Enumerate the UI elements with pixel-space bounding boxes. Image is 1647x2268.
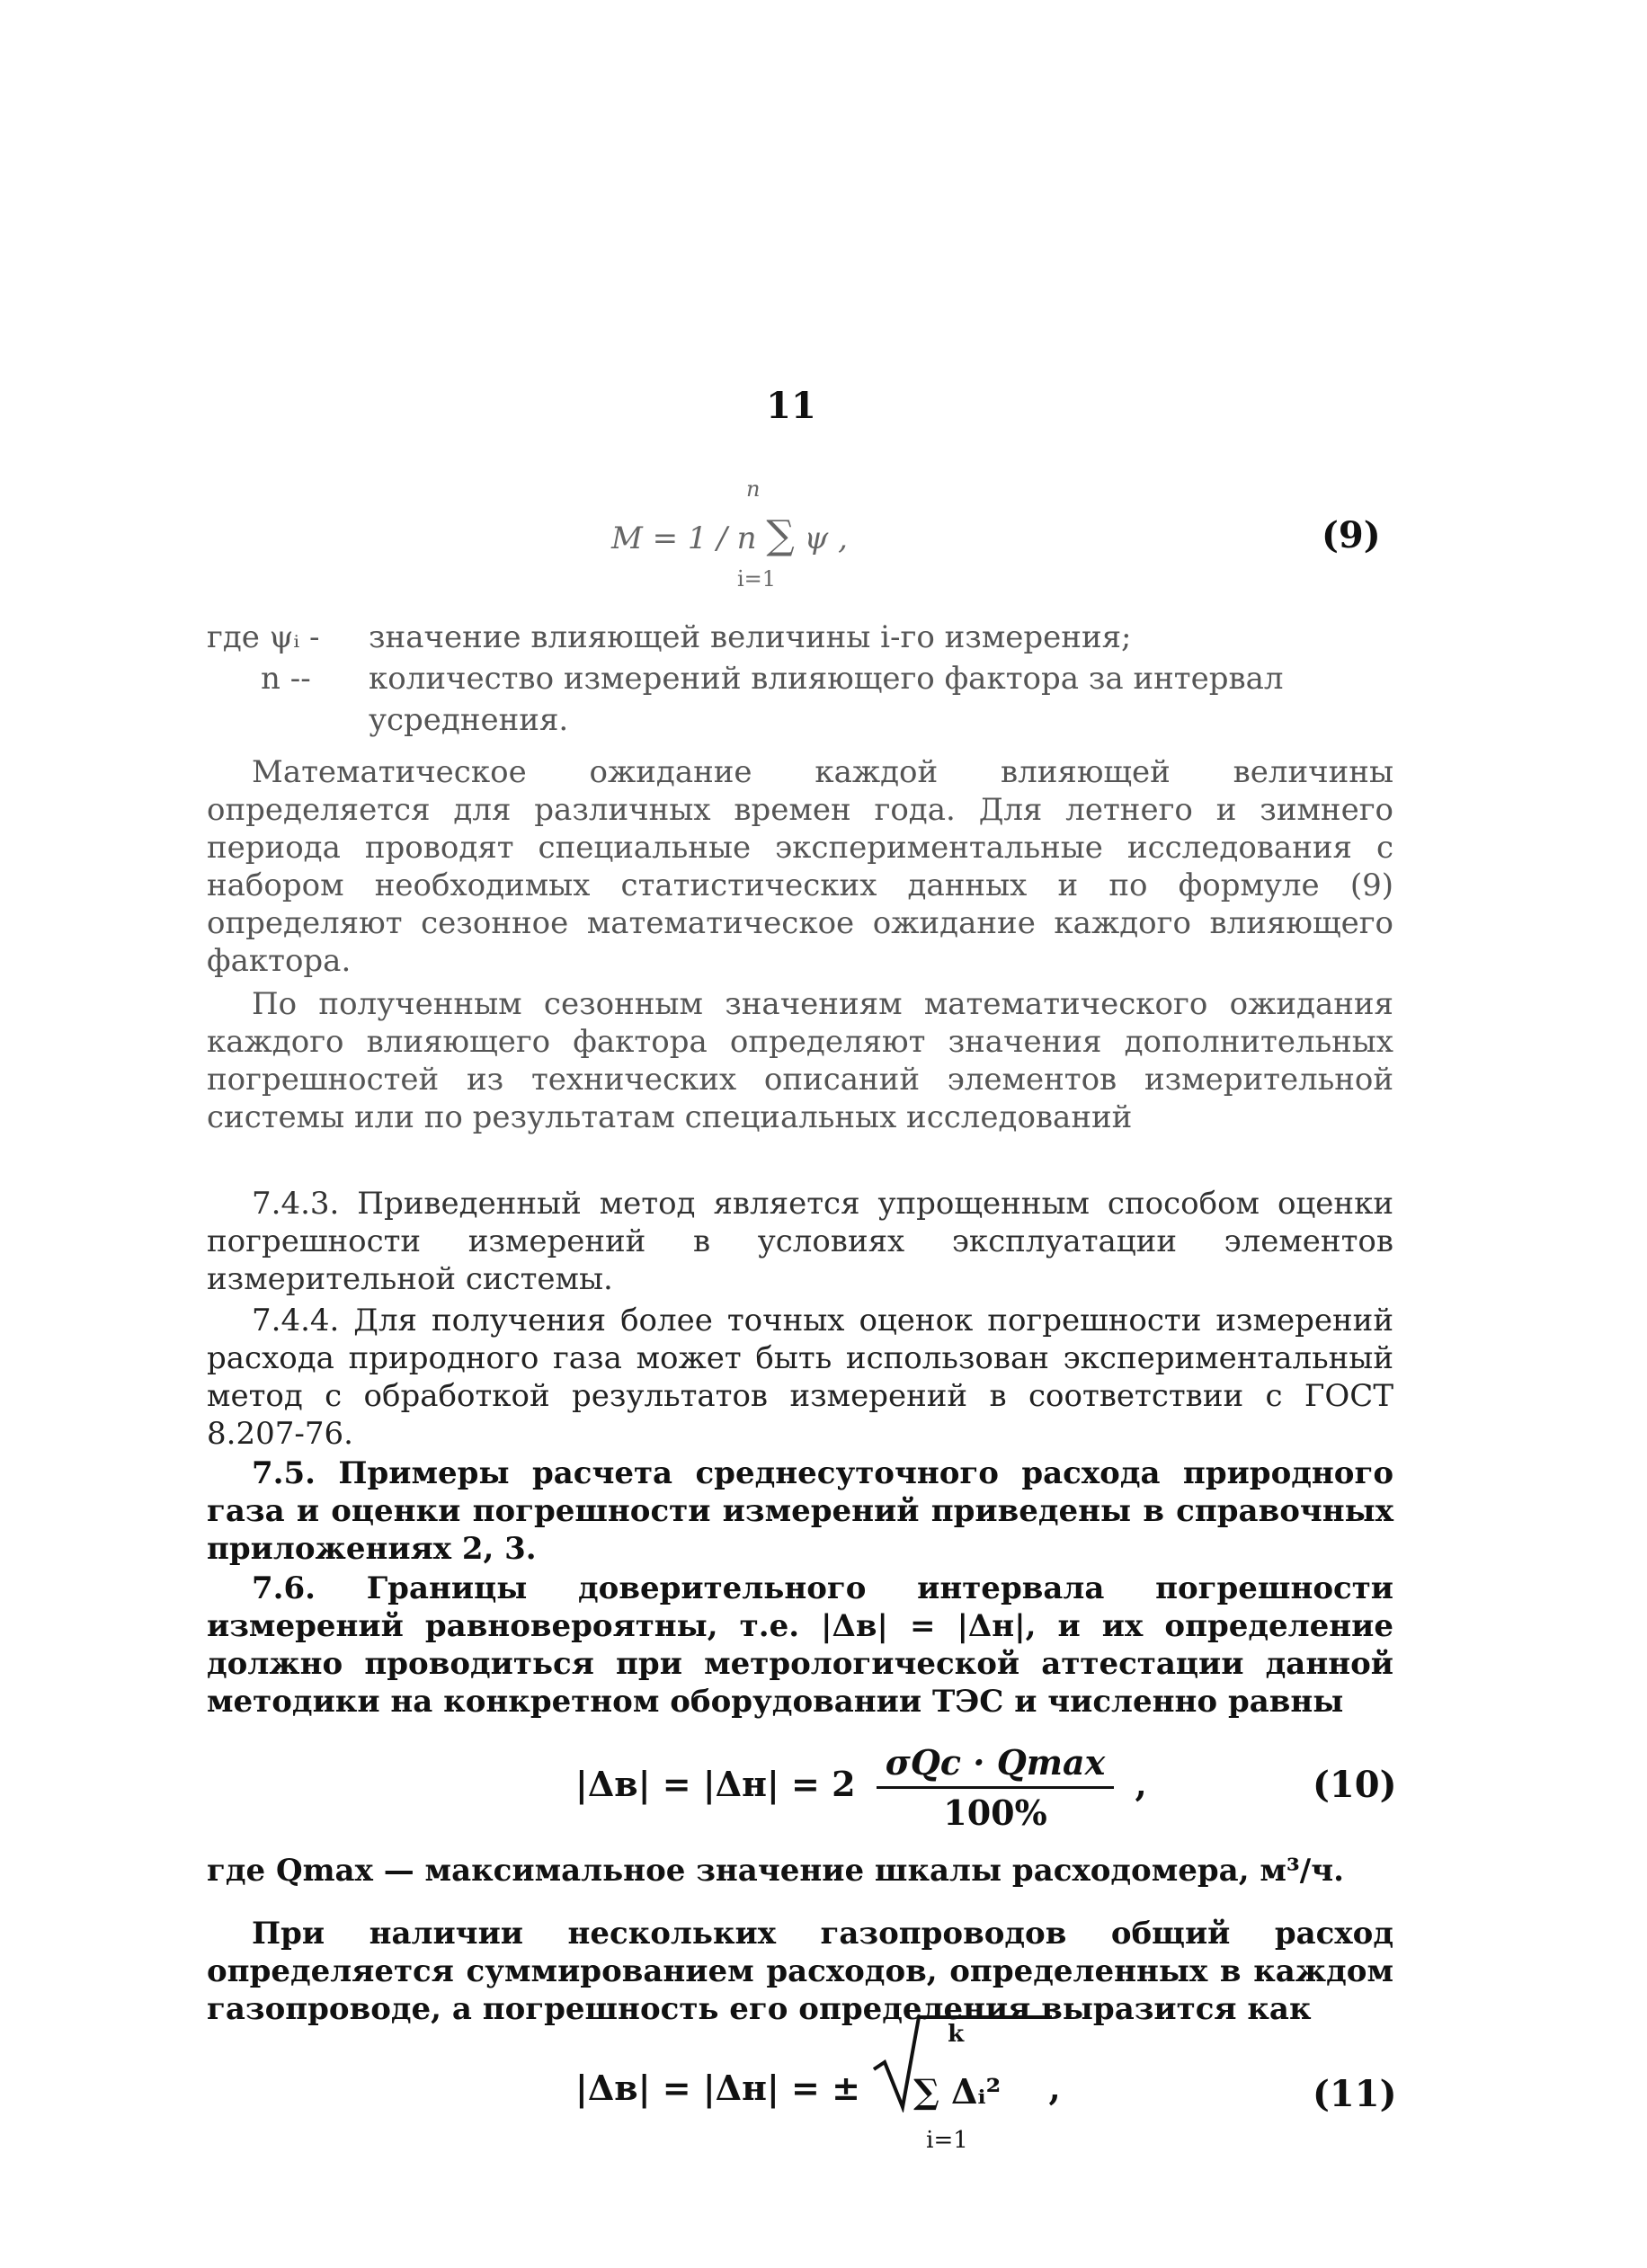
paragraph-seasonal-values: По полученным сезонным значениям математического ожидания каждого влияющего фактора определяют значения дополнительных погрешностей из технических описаний элементов измерительной системы или по результатам специальных исследований — [207, 986, 1393, 1135]
equation-11 — [575, 2021, 1061, 2154]
paragraph-multiple-pipelines: При наличии нескольких газопроводов общий расход определяется суммированием расходов, определенных в каждом газопроводе, а погрешность его определения выразится как — [207, 1916, 1393, 2027]
eq11-sum-body: ∑ Δᵢ² — [913, 2071, 1002, 2112]
eq10-denominator: 100% — [943, 1792, 1047, 1833]
eq10-definition-qmax: где Qmax — максимальное значение шкалы расходомера, м³/ч. — [207, 1853, 1344, 1889]
equation-9-number: (9) — [1322, 514, 1381, 556]
eq10-fraction — [877, 1742, 1115, 1833]
eq11-square-root — [872, 2021, 1037, 2154]
eq9-sum-upper-limit: n — [746, 476, 761, 502]
paragraph-7-5: 7.5. Примеры расчета среднесуточного расхода природного газа и оценки погрешности измерений приведены в справочных приложениях 2, 3. — [207, 1455, 1393, 1567]
eq11-sum-upper-limit: k — [948, 2021, 965, 2048]
eq9-sum-term: ψ — [804, 520, 829, 556]
paragraph-7-4-3: 7.4.3. Приведенный метод является упрощенным способом оценки погрешности измерений в условиях эксплуатации элементов измерительной системы. — [207, 1186, 1393, 1297]
eq9-definition-psi — [207, 617, 1393, 658]
page-number: 11 — [766, 385, 816, 427]
eq9-sum-symbol: ∑ — [766, 512, 795, 558]
eq11-lhs: |Δв| = |Δн| = ± — [575, 2068, 860, 2108]
eq10-numerator: σQc · Qmax — [877, 1742, 1115, 1789]
eq9-definition-psi-text: значение влияющей величины i-го измерения; — [369, 619, 1132, 655]
eq10-lhs: |Δв| = |Δн| = 2 — [575, 1764, 856, 1804]
paragraph-7-4-4: 7.4.4. Для получения более точных оценок погрешности измерений расхода природного газа может быть использован экспериментальный метод с обработкой результатов измерений в соответствии с ГОСТ 8.207-76. — [207, 1303, 1393, 1452]
eq9-definition-n-text: количество измерений влияющего фактора за интервал усреднения. — [369, 661, 1284, 738]
paragraph-7-6: 7.6. Границы доверительного интервала погрешности измерений равновероятны, т.е. |Δв| = |Δн|, и их определение должно проводиться при метрологической аттестации данной методики на конкретном оборудовании ТЭС и численно равны — [207, 1570, 1393, 1720]
eq9-definition-n — [207, 658, 1393, 741]
eq9-lhs: M = 1 / n — [611, 520, 757, 556]
eq9-definition-psi-symbol: где ψᵢ - — [207, 619, 320, 655]
equation-10-number: (10) — [1313, 1764, 1397, 1806]
eq11-tail: , — [1048, 2068, 1061, 2108]
eq9-tail: , — [838, 520, 848, 556]
equation-10 — [575, 1742, 1147, 1833]
eq9-body — [611, 512, 848, 558]
eq9-definition-n-symbol: n -- — [261, 661, 311, 697]
eq10-tail: , — [1135, 1764, 1147, 1804]
paragraph-expectation: Математическое ожидание каждой влияющей величины определяется для различных времен года. Для летнего и зимнего периода проводят специальные экспериментальные исследования с набором необходимых статистических данных и по формуле (9) определяют сезонное математическое ожидание каждого влияющего фактора. — [207, 754, 1393, 979]
eq11-sum-lower-limit: i=1 — [926, 2127, 968, 2154]
eq9-definitions — [207, 617, 1393, 741]
equation-11-number: (11) — [1313, 2073, 1397, 2115]
eq9-sum-lower-limit: i=1 — [737, 566, 777, 591]
